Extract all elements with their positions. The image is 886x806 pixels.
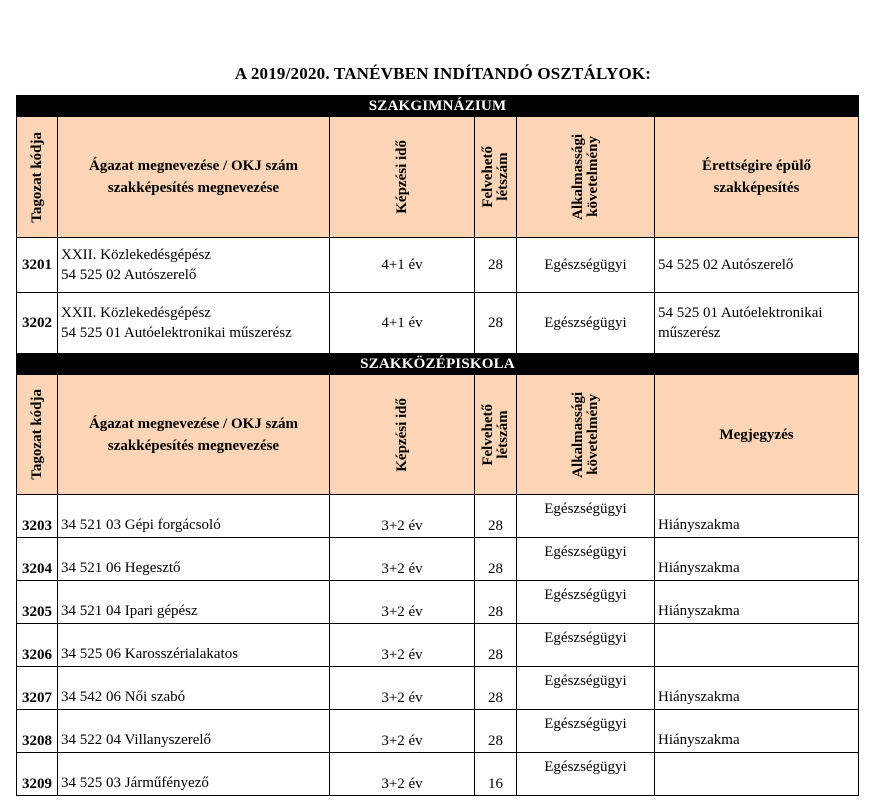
row-note: Hiányszakma [655, 710, 859, 753]
section-header-szakkozepiskola [17, 354, 859, 375]
row-code: 3207 [17, 667, 58, 710]
row-note [655, 753, 859, 796]
header-requirement: Alkalmassági követelmény [517, 375, 655, 495]
row-note: Hiányszakma [655, 667, 859, 710]
row-requirement: Egészségügyi [517, 538, 655, 581]
row-code: 3203 [17, 495, 58, 538]
table-row [17, 753, 859, 796]
row-name: 34 521 03 Gépi forgácsoló [58, 495, 330, 538]
table-row [17, 624, 859, 667]
header-name: Ágazat megnevezése / OKJ szám szakképesítés megnevezése [58, 117, 330, 238]
row-code: 3209 [17, 753, 58, 796]
row-name: 34 522 04 Villanyszerelő [58, 710, 330, 753]
table-row [17, 293, 859, 354]
row-duration: 3+2 év [330, 624, 475, 667]
row-code: 3204 [17, 538, 58, 581]
row-name: 34 525 06 Karosszérialakatos [58, 624, 330, 667]
row-name: XXII. Közlekedésgépész 54 525 02 Autószerelő [58, 238, 330, 293]
row-name: XXII. Közlekedésgépész 54 525 01 Autóelektronikai műszerész [58, 293, 330, 354]
section-title: SZAKGIMNÁZIUM [17, 96, 859, 117]
page-title: A 2019/2020. TANÉVBEN INDÍTANDÓ OSZTÁLYOK: [234, 64, 652, 83]
row-duration: 3+2 év [330, 710, 475, 753]
row-requirement: Egészségügyi [517, 753, 655, 796]
row-duration: 3+2 év [330, 495, 475, 538]
table-row [17, 667, 859, 710]
row-name: 34 525 03 Járműfényező [58, 753, 330, 796]
table-header-row [17, 117, 859, 238]
row-code: 3202 [17, 293, 58, 354]
row-capacity: 28 [475, 581, 517, 624]
row-duration: 3+2 év [330, 667, 475, 710]
row-note: Hiányszakma [655, 581, 859, 624]
row-code: 3208 [17, 710, 58, 753]
section-header-szakgimnazium [17, 96, 859, 117]
row-capacity: 16 [475, 753, 517, 796]
row-capacity: 28 [475, 538, 517, 581]
row-capacity: 28 [475, 495, 517, 538]
row-capacity: 28 [475, 238, 517, 293]
row-note [655, 624, 859, 667]
section-title: SZAKKÖZÉPISKOLA [17, 354, 859, 375]
row-requirement: Egészségügyi [517, 293, 655, 354]
row-capacity: 28 [475, 624, 517, 667]
row-capacity: 28 [475, 710, 517, 753]
header-code: Tagozat kódja [17, 117, 58, 238]
row-duration: 4+1 év [330, 238, 475, 293]
row-duration: 3+2 év [330, 581, 475, 624]
row-requirement: Egészségügyi [517, 667, 655, 710]
header-duration: Képzési idő [330, 117, 475, 238]
header-name: Ágazat megnevezése / OKJ szám szakképesítés megnevezése [58, 375, 330, 495]
row-qualification: 54 525 02 Autószerelő [655, 238, 859, 293]
table-row [17, 581, 859, 624]
row-name: 34 521 04 Ipari gépész [58, 581, 330, 624]
table-row [17, 495, 859, 538]
header-capacity: Felvehető létszám [475, 117, 517, 238]
table-row [17, 238, 859, 293]
table-row [17, 538, 859, 581]
row-capacity: 28 [475, 293, 517, 354]
row-capacity: 28 [475, 667, 517, 710]
header-capacity: Felvehető létszám [475, 375, 517, 495]
row-name: 34 521 06 Hegesztő [58, 538, 330, 581]
row-note: Hiányszakma [655, 495, 859, 538]
header-requirement: Alkalmassági követelmény [517, 117, 655, 238]
table-header-row [17, 375, 859, 495]
row-code: 3206 [17, 624, 58, 667]
row-name: 34 542 06 Női szabó [58, 667, 330, 710]
header-code: Tagozat kódja [17, 375, 58, 495]
row-duration: 3+2 év [330, 753, 475, 796]
row-requirement: Egészségügyi [517, 495, 655, 538]
header-last: Érettségire épülő szakképesítés [655, 117, 859, 238]
row-duration: 3+2 év [330, 538, 475, 581]
row-requirement: Egészségügyi [517, 581, 655, 624]
header-note: Megjegyzés [655, 375, 859, 495]
row-code: 3205 [17, 581, 58, 624]
classes-table [16, 95, 859, 796]
row-code: 3201 [17, 238, 58, 293]
row-requirement: Egészségügyi [517, 624, 655, 667]
row-requirement: Egészségügyi [517, 238, 655, 293]
row-requirement: Egészségügyi [517, 710, 655, 753]
row-qualification: 54 525 01 Autóelektronikai műszerész [655, 293, 859, 354]
row-note: Hiányszakma [655, 538, 859, 581]
row-duration: 4+1 év [330, 293, 475, 354]
header-duration: Képzési idő [330, 375, 475, 495]
table-row [17, 710, 859, 753]
